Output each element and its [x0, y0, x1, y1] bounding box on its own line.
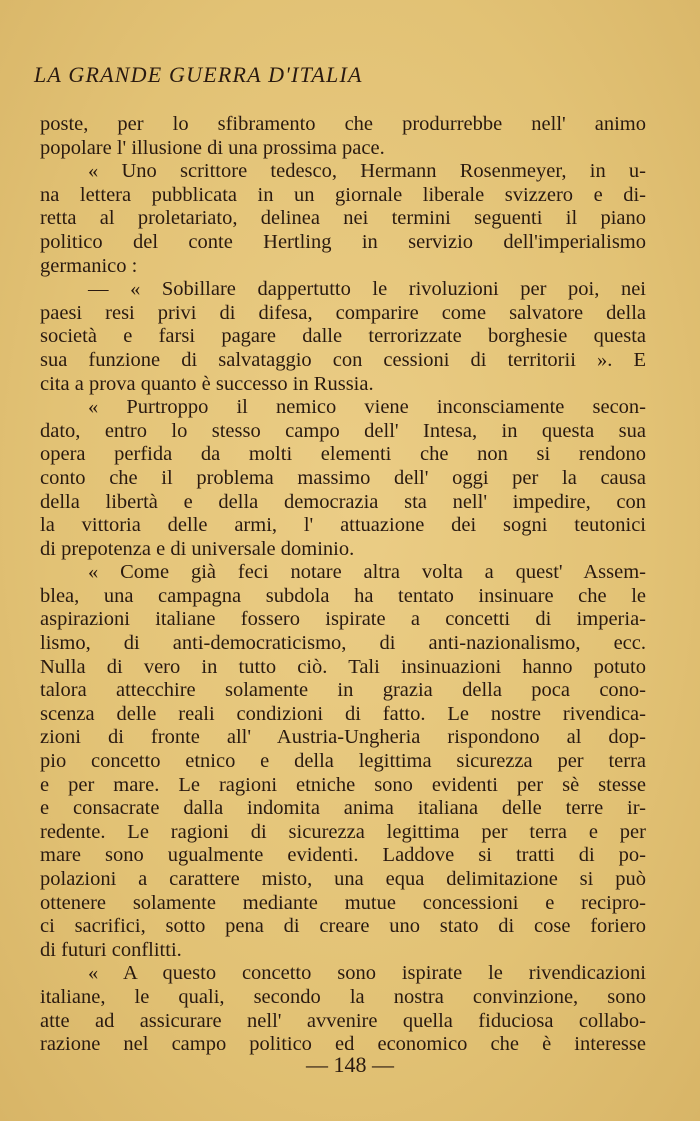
- text-line: italiane, le quali, secondo la nostra convinzione, sono: [40, 985, 646, 1008]
- text-line: zioni di fronte all' Austria-Ungheria rispondono al dop-: [40, 726, 646, 749]
- text-line: « Purtroppo il nemico viene inconsciamente secon-: [88, 396, 646, 419]
- text-line: la vittoria delle armi, l' attuazione dei sogni teutonici: [40, 514, 646, 537]
- text-line: ottenere solamente mediante mutue concessioni e recipro-: [40, 891, 646, 914]
- text-line: retta al proletariato, delinea nei termini seguenti il piano: [40, 207, 646, 230]
- text-line: conto che il problema massimo dell' oggi per la causa: [40, 466, 646, 489]
- text-line: atte ad assicurare nell' avvenire quella fiduciosa collabo-: [40, 1009, 646, 1032]
- text-line: dato, entro lo stesso campo dell' Intesa, in questa sua: [40, 419, 646, 442]
- text-line: politico del conte Hertling in servizio dell'imperialismo: [40, 230, 646, 253]
- text-line: polazioni a carattere misto, una equa delimitazione si può: [40, 868, 646, 890]
- text-line: della libertà e della democrazia sta nell' impedire, con: [40, 490, 646, 513]
- text-line: — « Sobillare dappertutto le rivoluzioni per poi, nei: [88, 278, 646, 301]
- text-line: ci sacrifici, sotto pena di creare uno stato di cose foriero: [40, 915, 646, 938]
- text-line: pio concetto etnico e della legittima sicurezza per terra: [40, 750, 646, 773]
- text-line: talora attecchire solamente in grazia della poca cono-: [40, 679, 646, 702]
- text-line: popolare l' illusione di una prossima pace.: [40, 136, 385, 159]
- page-number: — 148 —: [306, 1052, 394, 1077]
- text-line: paesi resi privi di difesa, comparire come salvatore della: [40, 301, 646, 324]
- text-line: opera perfida da molti elementi che non si rendono: [40, 443, 646, 466]
- text-line: scenza delle reali condizioni di fatto. Le nostre rivendica-: [40, 702, 646, 725]
- text-line: na lettera pubblicata in un giornale liberale svizzero e di-: [40, 183, 646, 206]
- running-head: LA GRANDE GUERRA D'ITALIA: [34, 62, 363, 87]
- text-line: sua funzione di salvataggio con cessioni di territorii ». E: [40, 348, 646, 371]
- text-line: poste, per lo sfibramento che produrrebbe nell' animo: [40, 113, 646, 135]
- text-line: lismo, di anti-democraticismo, di anti-nazionalismo, ecc.: [40, 632, 646, 655]
- text-line: « Uno scrittore tedesco, Hermann Rosenmeyer, in u-: [88, 160, 646, 183]
- text-line: mare sono ugualmente evidenti. Laddove si tratti di po-: [40, 844, 646, 867]
- text-line: di prepotenza e di universale dominio.: [40, 537, 355, 560]
- text-line: e consacrate dalla indomita anima italiana delle terre ir-: [40, 797, 646, 820]
- text-line: società e farsi pagare dalle terrorizzate borghesie questa: [40, 325, 646, 348]
- text-line: di futuri conflitti.: [40, 938, 182, 961]
- text-line: redente. Le ragioni di sicurezza legittima per terra e per: [40, 820, 646, 843]
- text-line: e per mare. Le ragioni etniche sono evidenti per sè stesse: [40, 773, 646, 796]
- text-line: cita a prova quanto è successo in Russia.: [40, 372, 374, 395]
- text-line: germanico :: [40, 254, 138, 277]
- text-line: « A questo concetto sono ispirate le rivendicazioni: [88, 962, 646, 985]
- text-line: aspirazioni italiane fossero ispirate a concetti di imperia-: [40, 608, 646, 631]
- text-line: razione nel campo politico ed economico che è interesse: [40, 1033, 646, 1056]
- body-text: [40, 113, 646, 1057]
- text-line: Nulla di vero in tutto ciò. Tali insinuazioni hanno potuto: [40, 655, 646, 678]
- text-line: blea, una campagna subdola ha tentato insinuare che le: [40, 584, 646, 607]
- text-line: « Come già feci notare altra volta a quest' Assem-: [88, 561, 646, 584]
